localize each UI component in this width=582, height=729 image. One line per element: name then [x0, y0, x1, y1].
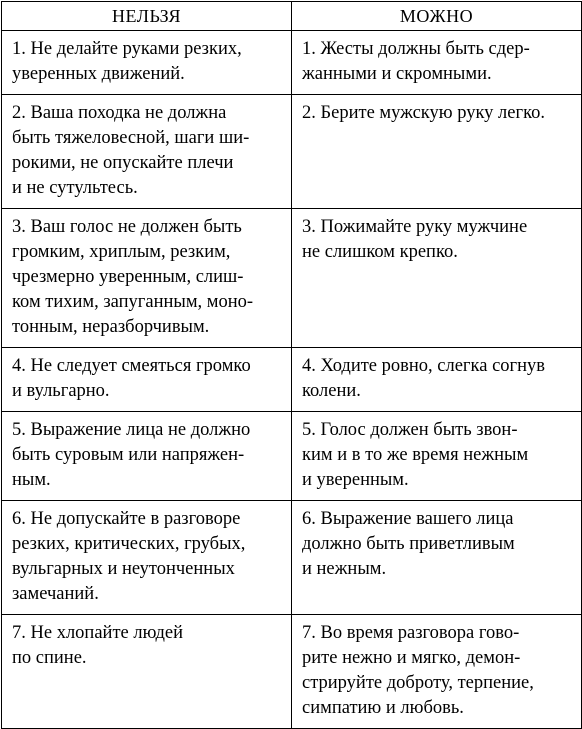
header-row: [2, 2, 582, 31]
table-row: [2, 412, 582, 501]
table-row: [2, 31, 582, 95]
cell-mozhno: 6. Выражение вашего лица должно быть приветливым и нежным.: [292, 501, 582, 615]
rules-table: [1, 1, 582, 729]
header-nelzya: НЕЛЬЗЯ: [2, 2, 292, 31]
cell-mozhno: 5. Голос должен быть звон- ким и в то же время нежным и уверенным.: [292, 412, 582, 501]
table-row: [2, 501, 582, 615]
table-row: [2, 348, 582, 412]
table-row: [2, 615, 582, 729]
cell-mozhno: 3. Пожимайте руку мужчине не слишком крепко.: [292, 209, 582, 348]
header-mozhno: МОЖНО: [292, 2, 582, 31]
cell-nelzya: 5. Выражение лица не должно быть суровым или напряжен- ным.: [2, 412, 292, 501]
cell-nelzya: 2. Ваша походка не должна быть тяжеловесной, шаги ши- рокими, не опускайте плечи и не сутультесь.: [2, 95, 292, 209]
cell-nelzya: 4. Не следует смеяться громко и вульгарно.: [2, 348, 292, 412]
table-row: [2, 95, 582, 209]
table-row: [2, 209, 582, 348]
cell-mozhno: 7. Во время разговора гово- рите нежно и мягко, демон- стрируйте доброту, терпение, симпатию и любовь.: [292, 615, 582, 729]
cell-mozhno: 2. Берите мужскую руку легко.: [292, 95, 582, 209]
cell-mozhno: 4. Ходите ровно, слегка согнув колени.: [292, 348, 582, 412]
cell-nelzya: 3. Ваш голос не должен быть громким, хриплым, резким, чрезмерно уверенным, слиш- ком тихим, запуганным, моно- тонным, неразборчивым.: [2, 209, 292, 348]
cell-nelzya: 6. Не допускайте в разговоре резких, критических, грубых, вульгарных и неутонченных замечаний.: [2, 501, 292, 615]
cell-nelzya: 7. Не хлопайте людей по спине.: [2, 615, 292, 729]
cell-mozhno: 1. Жесты должны быть сдер- жанными и скромными.: [292, 31, 582, 95]
cell-nelzya: 1. Не делайте руками резких, уверенных движений.: [2, 31, 292, 95]
